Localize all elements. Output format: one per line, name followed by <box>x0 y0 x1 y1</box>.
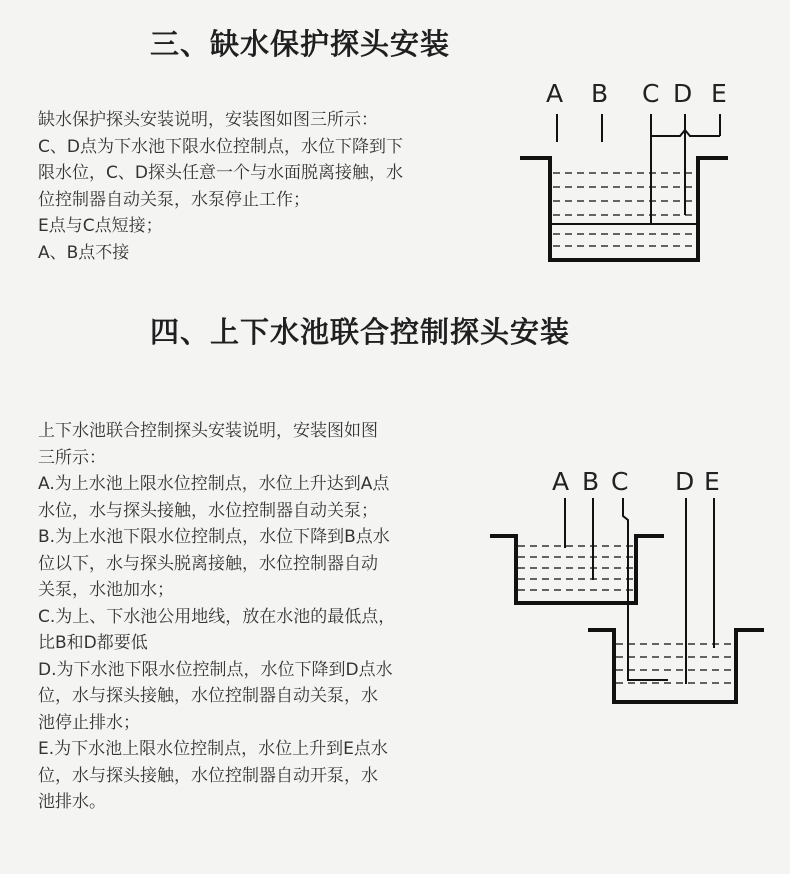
probe-label-b: B <box>591 79 609 108</box>
upper-water-lines <box>518 546 634 590</box>
probe-label-d: D <box>673 79 693 108</box>
probe-label-c: C <box>642 79 660 108</box>
section-3-line: 缺水保护探头安装说明，安装图如图三所示： <box>38 110 378 130</box>
lower-tank <box>588 630 764 702</box>
section-4-line: 关泵，水池加水； <box>38 580 174 600</box>
section-4-line: 位，水与探头接触，水位控制器自动开泵，水 <box>38 765 378 786</box>
section-4-line: B.为上水池下限水位控制点，水位下降到B点水 <box>38 527 390 547</box>
probe-label-d: D <box>675 467 695 496</box>
dual-tank-probe-diagram <box>480 458 780 718</box>
section-4-line: 池排水。 <box>38 792 106 812</box>
probe-label-b: B <box>582 467 600 496</box>
section-4-line: 比B和D都要低 <box>38 633 148 653</box>
section-4-title: 四、上下水池联合控制探头安装 <box>150 315 571 349</box>
probe-wires <box>557 114 720 224</box>
probe-label-e: E <box>704 467 720 496</box>
probe-label-e: E <box>711 79 727 108</box>
section-3-description <box>38 107 403 266</box>
section-3-title: 三、缺水保护探头安装 <box>150 27 451 61</box>
section-4-line: 位以下，水与探头脱离接触，水位控制器自动 <box>38 553 378 574</box>
section-4-line: 水位，水与探头接触，水位控制器自动关泵； <box>38 500 378 521</box>
probe-wires <box>565 498 714 684</box>
section-3-line: 限水位，C、D探头任意一个与水面脱离接触，水 <box>38 163 403 183</box>
tank <box>520 158 728 260</box>
section-4-line: 池停止排水； <box>38 712 140 733</box>
section-3-line: E点与C点短接； <box>38 216 163 236</box>
section-4-line: A.为上水池上限水位控制点，水位上升达到A点 <box>38 474 390 494</box>
section-4-line: E.为下水池上限水位控制点，水位上升到E点水 <box>38 739 388 759</box>
probe-label-a: A <box>552 467 570 496</box>
section-4-line: D.为下水池下限水位控制点，水位下降到D点水 <box>38 659 393 680</box>
section-4-line: 位，水与探头接触，水位控制器自动关泵，水 <box>38 686 378 706</box>
section-4-description <box>38 418 395 816</box>
lower-water-lines <box>616 644 734 683</box>
section-4-line: 上下水池联合控制探头安装说明，安装图如图 <box>38 421 378 441</box>
water-level-lines <box>553 173 695 246</box>
probe-label-a: A <box>546 79 564 108</box>
section-3-line: A、B点不接 <box>38 242 130 263</box>
single-tank-probe-diagram <box>520 70 760 270</box>
section-4-line: 三所示： <box>38 447 106 468</box>
upper-tank <box>490 536 664 603</box>
section-3-line: 位控制器自动关泵，水泵停止工作； <box>38 189 310 210</box>
section-3-line: C、D点为下水池下限水位控制点，水位下降到下 <box>38 136 403 157</box>
probe-label-c: C <box>611 467 629 496</box>
section-4-line: C.为上、下水池公用地线，放在水池的最低点， <box>38 606 396 627</box>
